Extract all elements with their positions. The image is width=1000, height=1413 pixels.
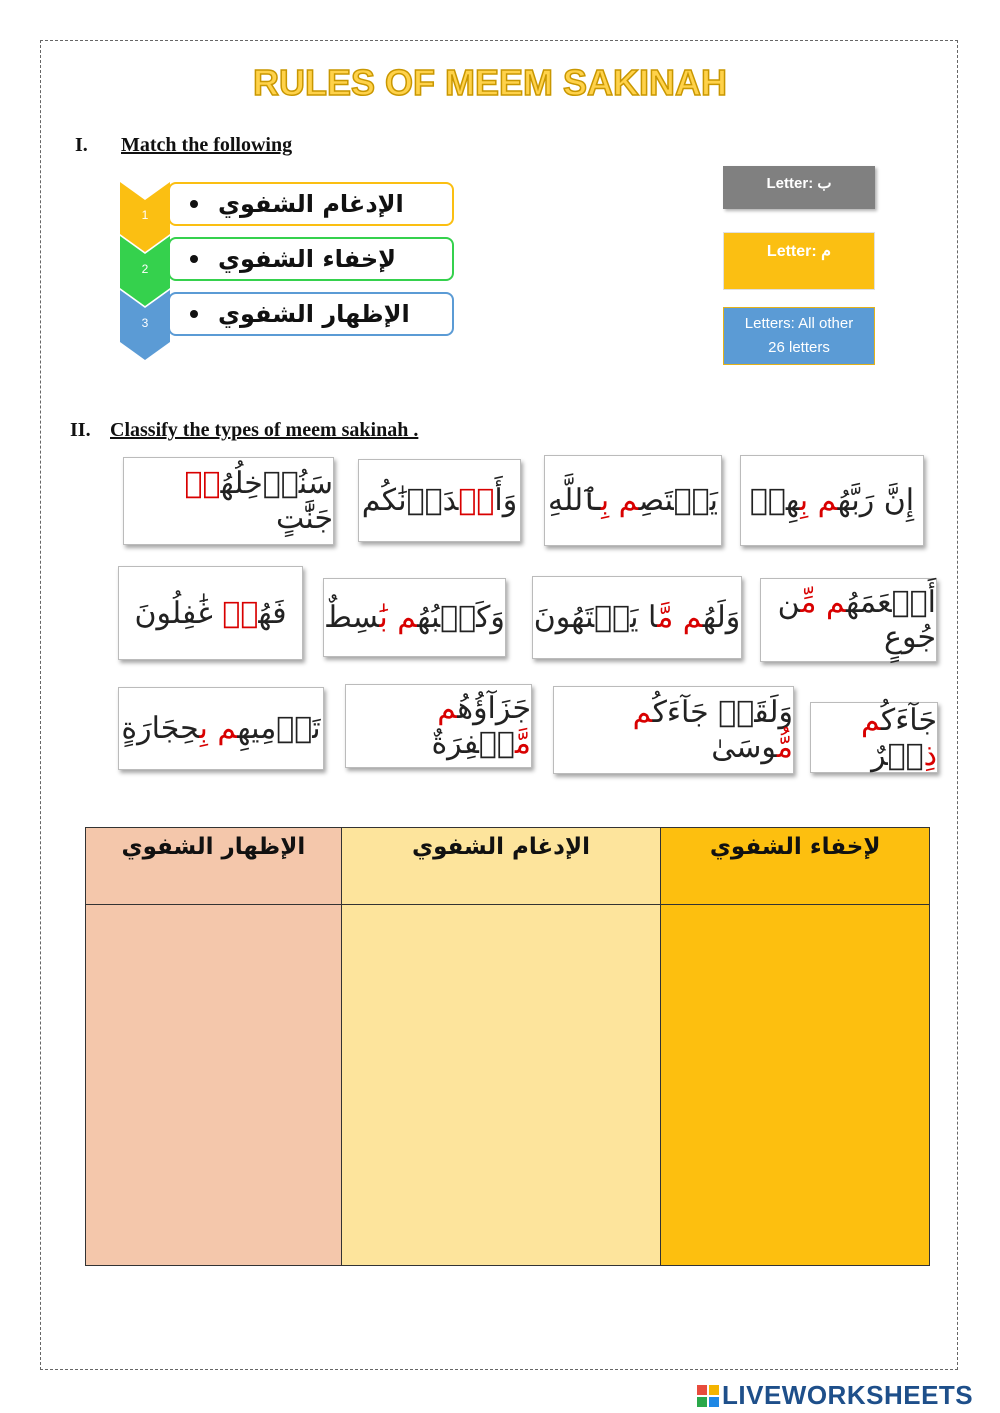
section-title: Classify the types of meem sakinah . [110,419,419,441]
word-card-11[interactable]: وَلَقَدۡ جَآءَكُم مُّوسَىٰ [553,686,794,774]
word-card-1[interactable]: سَنُدۡخِلُهُمۡ جَنَّٰتٍ [123,457,334,545]
match-item-text: الإظهار الشفوي [218,300,410,328]
worksheet-title: RULES OF MEEM SAKINAH [252,62,727,103]
section-number: I. [75,134,88,156]
letter-box-ba[interactable]: Letter: ب [723,166,875,209]
word-card-5[interactable]: فَهُمۡ غَٰفِلُونَ [118,566,303,660]
bullet-icon [190,255,198,263]
match-item-3[interactable] [168,292,454,336]
step-number-2: 2 [141,262,149,276]
column-header-idgham: الإدغام الشفوي [341,828,661,905]
column-header-izhar: الإظهار الشفوي [86,828,342,905]
match-item-2[interactable] [168,237,454,281]
section-2-heading [70,419,418,442]
word-card-2[interactable]: وَأَمۡدَدۡنَٰكُم [358,459,521,542]
drop-zone-izhar[interactable] [86,905,342,1266]
word-card-6[interactable]: وَكَلۡبُهُم بَٰسِطٌ [323,578,506,657]
match-item-text: لإخفاء الشفوي [218,245,397,273]
bullet-icon [190,310,198,318]
bullet-icon [190,200,198,208]
word-card-10[interactable]: جَزَآؤُهُم مَّغۡفِرَةٌ [345,684,532,768]
word-card-7[interactable]: وَلَهُم مَّا يَشۡتَهُونَ [532,576,742,659]
classification-table [85,827,930,1266]
column-header-ikhfa: لإخفاء الشفوي [661,828,930,905]
step-number-3: 3 [141,316,149,330]
word-card-12[interactable]: جَآءَكُم ذِكۡرٌ [810,702,938,773]
word-card-9[interactable]: تَرۡمِيهِم بِحِجَارَةٍ [118,687,324,770]
letter-box-meem[interactable]: Letter: م [723,232,875,290]
match-item-text: الإدغام الشفوي [218,190,404,218]
drop-zone-idgham[interactable] [341,905,661,1266]
brand-name: LIVEWORKSHEETS [722,1380,974,1410]
section-1-heading [75,134,292,157]
liveworksheets-logo-icon [697,1385,719,1407]
word-card-4[interactable]: إِنَّ رَبَّهُم بِهِمۡ [740,455,924,546]
word-card-3[interactable]: يَعۡتَصِم بِٱللَّهِ [544,455,722,546]
section-number: II. [70,419,91,441]
liveworksheets-brand [697,1380,973,1411]
word-card-8[interactable]: أَطۡعَمَهُم مِّن جُوعٍ [760,578,937,662]
letter-box-others[interactable]: Letters: All other 26 letters [723,307,875,365]
section-title: Match the following [121,134,293,156]
step-number-1: 1 [141,208,149,222]
drop-zone-ikhfa[interactable] [661,905,930,1266]
match-item-1[interactable] [168,182,454,226]
